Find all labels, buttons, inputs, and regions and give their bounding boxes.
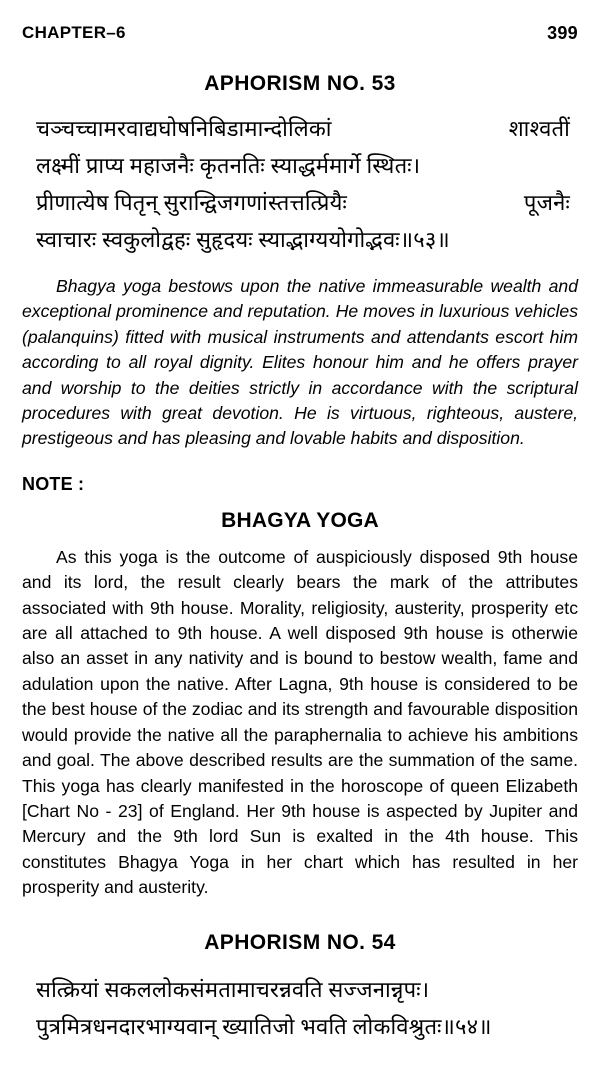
verse-line-text: प्रीणात्येष पितृन् सुरान्द्विजगणांस्तत्तत्प्रियैः — [36, 190, 348, 215]
verse-line: लक्ष्मीं प्राप्य महाजनैः कृतनतिः स्याद्धर्ममार्गे स्थितः। — [36, 153, 421, 178]
aphorism-53-verse — [22, 110, 578, 258]
verse-line — [36, 184, 570, 221]
page-content — [22, 72, 578, 1045]
aphorism-54-title: APHORISM NO. 54 — [204, 930, 396, 954]
aphorism-53-title: APHORISM NO. 53 — [204, 72, 396, 95]
note-body: As this yoga is the outcome of auspiciously disposed 9th house and its lord, the result clearly bears the mark of the attributes associated with 9th house. Morality, religiosity, austerity, prosperity etc are all attached to 9th house. A well disposed 9th house is otherwie also an asset in any nativity and is bound to bestow wealth, fame and adulation upon the native. After Lagna, 9th house is considered to be the best house of the zodiac and its strength and favourable disposition would provide the native all the paraphernalia to achieve his ambitions and goal. The above described results are the summation of the same. This yoga has clearly manifested in the horoscope of queen Elizabeth [Chart No - 23] of England. Her 9th house is aspected by Jupiter and Mercury and the 9th lord Sun is exalted in the 4th house. This constitutes Bhagya Yoga in her chart which has resulted in her prosperity and austerity. — [22, 546, 578, 898]
chapter-label: CHAPTER–6 — [22, 23, 126, 42]
verse-line-text: शाश्वतीं — [508, 116, 570, 141]
bhagya-yoga-heading: BHAGYA YOGA — [221, 508, 379, 532]
verse-line-text: पूजनैः — [523, 190, 570, 215]
note-label: NOTE : — [22, 473, 85, 494]
verse-line — [36, 110, 570, 147]
verse-line-text: चञ्चच्चामरवाद्यघोषनिबिडामान्दोलिकां — [36, 116, 332, 141]
running-head — [22, 20, 578, 46]
verse-line: स्वाचारः स्वकुलोद्वहः सुहृदयः स्याद्भाग्ययोगोद्भवः॥५३॥ — [36, 227, 450, 252]
aphorism-53-translation: Bhagya yoga bestows upon the native immeasurable wealth and exceptional prominence and reputation. He moves in luxurious vehicles (palanquins) fitted with musical instruments and attendants escort him according to all royal dignity. Elites honour him and he offers prayer and worship to the deities strictly in accordance with the scriptural procedures with great devotion. He is virtuous, righteous, austere, prestigeous and has pleasing and lovable habits and disposition. — [22, 276, 578, 449]
aphorism-54-verse — [22, 971, 578, 1045]
page-number: 399 — [547, 22, 578, 43]
verse-line: पुत्रमित्रधनदारभाग्यवान् ख्यातिजो भवति लोकविश्रुतः॥५४॥ — [36, 1013, 492, 1039]
verse-line: सत्क्रियां सकललोकसंमतामाचरन्नवति सज्जनान्नृपः। — [36, 976, 430, 1002]
